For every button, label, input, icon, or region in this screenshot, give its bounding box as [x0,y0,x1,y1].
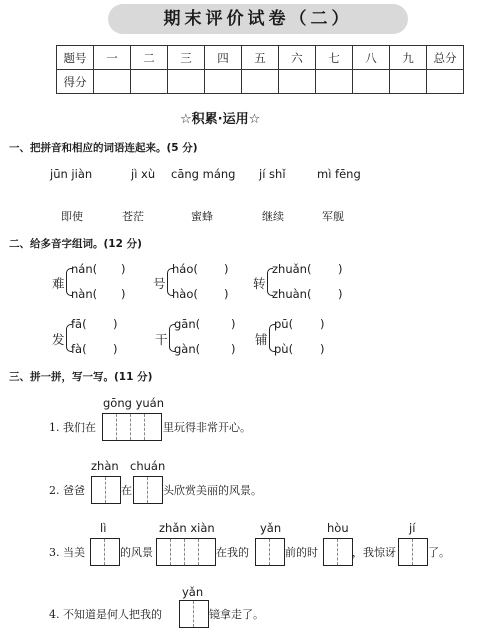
tianzige-box[interactable] [398,538,428,566]
section-title: ☆积累·运用☆ [180,112,261,127]
q2-reading: nán( [71,262,98,276]
tianzige-box[interactable] [255,538,285,566]
q2-reading: háo( [172,262,198,276]
score-row-label: 得分 [57,70,94,94]
tianzige-box[interactable] [156,538,216,566]
q2-char: 难 [52,276,65,291]
q3-s3-pinyin: lì [100,521,107,535]
q2-char: 干 [155,332,168,347]
tianzige-box[interactable] [179,600,209,628]
q3-s2-mid: 在 [121,484,132,497]
q2-reading: zhuǎn( [272,262,312,276]
score-table-header-row [57,46,464,70]
q3-s3-tail: 了。 [428,546,450,559]
q3-s3-text: 在我的 [216,546,249,559]
q3-s3-lead: 3. 当美 [49,546,85,559]
score-header-cell: 总分 [427,46,464,70]
exam-title-banner [108,4,408,34]
q2-reading: fā( [71,317,87,331]
q1-pinyin: jì xù [131,167,156,181]
q2-char: 号 [153,276,166,291]
exam-title: 期末评价试卷（二） [163,9,353,29]
score-header-cell: 五 [242,46,279,70]
q3-s3-text: 前的时 [285,546,318,559]
score-cell[interactable] [279,70,316,94]
q1-pinyin: cāng máng [171,167,236,181]
q2-paren-close: ) [113,342,118,356]
q2-reading: pū( [274,317,294,331]
q2-reading: hào( [172,287,198,301]
q3-s4-tail: 镜拿走了。 [209,608,264,621]
q2-paren-close: ) [231,342,236,356]
q1-pinyin: jūn jiàn [50,167,93,181]
q2-paren-close: ) [320,317,325,331]
q2-char: 转 [253,276,266,291]
q3-s2-tail: 头欣赏美丽的风景。 [163,484,262,497]
tianzige-box[interactable] [133,476,163,504]
q3-s3-pinyin: hòu [327,521,349,535]
q2-char: 铺 [255,332,268,347]
q3-heading: 三、拼一拼，写一写。(11 分) [9,371,153,383]
score-header-cell: 四 [205,46,242,70]
q3-s2-lead: 2. 爸爸 [49,484,85,497]
q3-s4-pinyin: yǎn [182,585,204,599]
q2-paren-close: ) [121,287,126,301]
q2-paren-close: ) [320,342,325,356]
q2-paren-close: ) [113,317,118,331]
q2-paren-close: ) [121,262,126,276]
score-table-score-row [57,70,464,94]
q3-s1-lead: 1. 我们在 [49,421,96,434]
q3-s1-pinyin: gōng yuán [103,396,165,410]
q3-s3-text: ，我惊讶 [352,546,396,559]
score-header-cell: 八 [353,46,390,70]
q2-reading: nàn( [71,287,98,301]
q3-s1-tail: 里玩得非常开心。 [163,421,251,434]
score-cell[interactable] [205,70,242,94]
q1-word[interactable]: 苍茫 [122,210,144,223]
q1-pinyin: mì fēng [317,167,361,181]
score-cell[interactable] [242,70,279,94]
q3-s3-pinyin: jí [409,521,416,535]
q2-reading: zhuàn( [272,287,312,301]
q3-s2-pinyin: zhàn [91,459,119,473]
q2-reading: gān( [174,317,201,331]
q3-s3-text: 的风景 [120,546,153,559]
q1-word[interactable]: 即使 [61,210,83,223]
score-header-cell: 二 [131,46,168,70]
q2-reading: pù( [274,342,294,356]
q2-reading: fà( [71,342,87,356]
score-cell[interactable] [131,70,168,94]
q2-paren-close: ) [338,262,343,276]
q1-pinyin: jí shǐ [259,167,286,181]
score-header-cell: 题号 [57,46,94,70]
score-cell[interactable] [427,70,464,94]
q2-char: 发 [52,332,65,347]
q3-s3-pinyin: zhǎn xiàn [159,521,215,535]
q1-word[interactable]: 军舰 [322,210,344,223]
q2-reading: gàn( [174,342,201,356]
q2-heading: 二、给多音字组词。(12 分) [9,238,142,250]
score-table [56,45,464,94]
q3-s3-pinyin: yǎn [260,521,282,535]
score-cell[interactable] [390,70,427,94]
tianzige-box[interactable] [102,413,162,441]
score-header-cell: 一 [94,46,131,70]
q2-paren-close: ) [224,262,229,276]
q2-paren-close: ) [338,287,343,301]
q2-paren-close: ) [231,317,236,331]
score-header-cell: 六 [279,46,316,70]
q1-word[interactable]: 蜜蜂 [191,210,213,223]
score-cell[interactable] [353,70,390,94]
score-cell[interactable] [94,70,131,94]
score-header-cell: 三 [168,46,205,70]
score-cell[interactable] [316,70,353,94]
tianzige-box[interactable] [91,476,121,504]
q2-paren-close: ) [224,287,229,301]
q3-s2-pinyin: chuán [130,459,166,473]
score-cell[interactable] [168,70,205,94]
q1-heading: 一、把拼音和相应的词语连起来。(5 分) [9,142,198,154]
tianzige-box[interactable] [323,538,353,566]
q1-word[interactable]: 继续 [262,210,284,223]
score-header-cell: 九 [390,46,427,70]
q3-s4-lead: 4. 不知道是何人把我的 [49,608,162,621]
tianzige-box[interactable] [90,538,120,566]
score-header-cell: 七 [316,46,353,70]
